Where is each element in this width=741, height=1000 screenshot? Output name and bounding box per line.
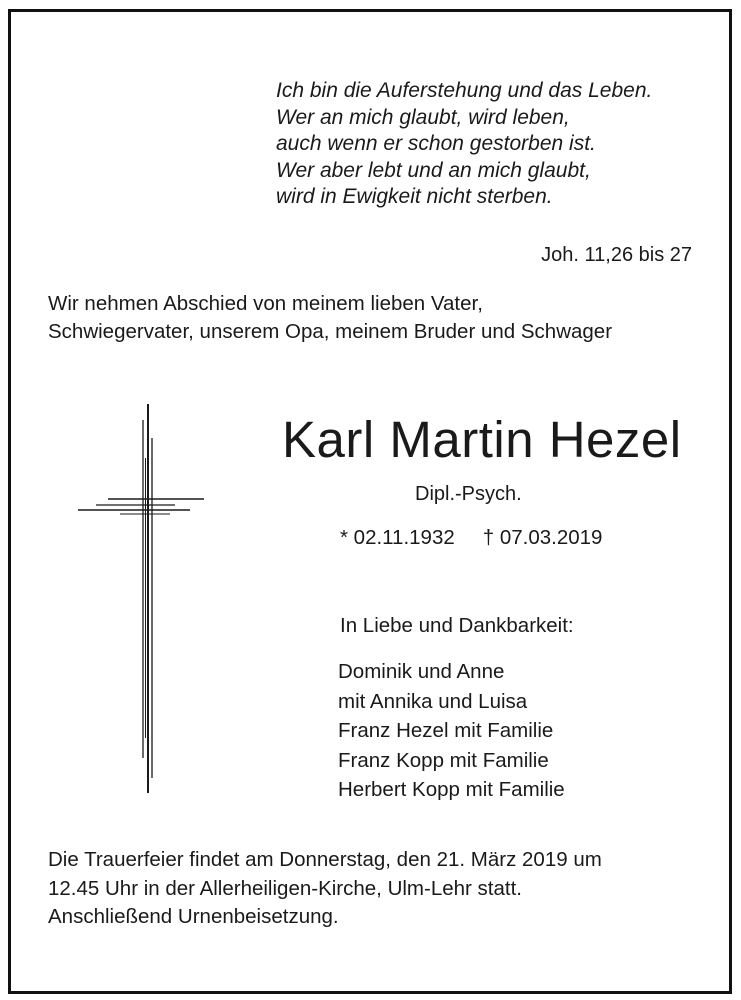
farewell-intro [48, 290, 612, 346]
verse-reference: Joh. 11,26 bis 27 [541, 244, 692, 266]
mourner-name: Dominik und Anne [338, 660, 505, 683]
service-info [48, 846, 602, 932]
verse-line: wird in Ewigkeit nicht sterben. [276, 185, 553, 208]
verse-line: auch wenn er schon gestorben ist. [276, 132, 596, 155]
mourner-name: Franz Kopp mit Familie [338, 748, 549, 772]
verse-line: Wer aber lebt und an mich glaubt, [276, 158, 591, 182]
mourners-list [338, 657, 565, 805]
service-line: 12.45 Uhr in der Allerheiligen-Kirche, Ulm-Lehr statt. [48, 876, 522, 900]
birth-date: * 02.11.1932 [340, 526, 455, 549]
life-dates [340, 526, 602, 550]
intro-line: Schwiegervater, unserem Opa, meinem Bruder und Schwager [48, 320, 613, 343]
service-line: Anschließend Urnenbeisetzung. [48, 905, 339, 928]
mourner-name: Herbert Kopp mit Familie [338, 778, 565, 801]
mourner-name: Franz Hezel mit Familie [338, 719, 554, 742]
bible-verse [276, 78, 696, 211]
cross-icon [70, 398, 215, 803]
intro-line: Wir nehmen Abschied von meinem lieben Vater, [48, 292, 483, 315]
mourner-name: mit Annika und Luisa [338, 689, 528, 713]
mourners-heading: In Liebe und Dankbarkeit: [340, 614, 574, 637]
service-line: Die Trauerfeier findet am Donnerstag, den 21. März 2019 um [48, 848, 602, 871]
deceased-name: Karl Martin Hezel [282, 411, 682, 468]
verse-line: Ich bin die Auferstehung und das Leben. [276, 79, 653, 102]
verse-line: Wer an mich glaubt, wird leben, [276, 105, 570, 129]
death-date: † 07.03.2019 [482, 526, 603, 549]
deceased-title: Dipl.-Psych. [415, 483, 522, 505]
